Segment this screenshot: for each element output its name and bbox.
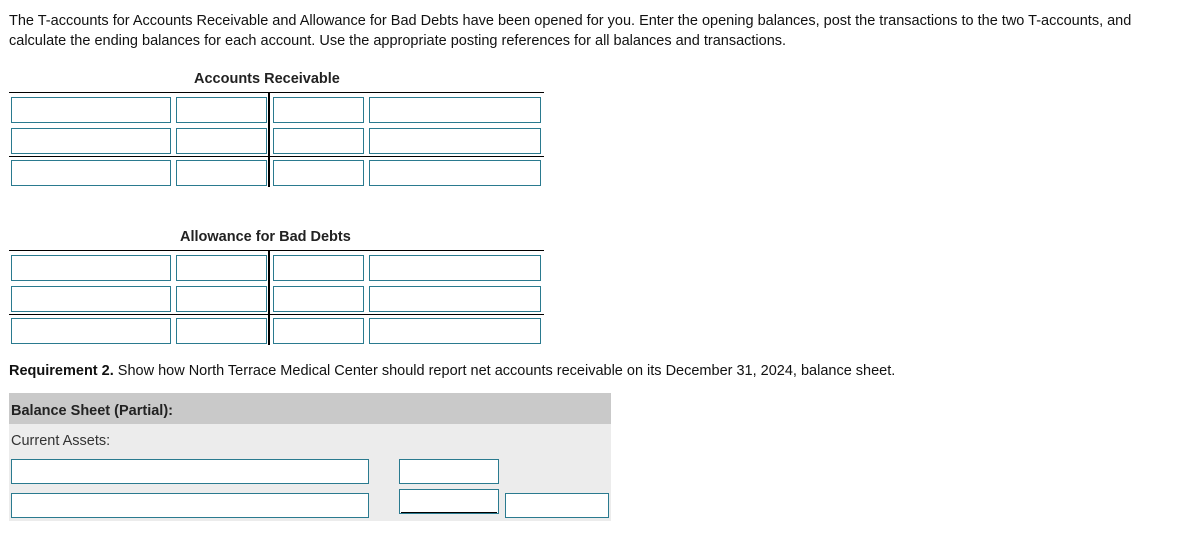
- bs-line-2-label-input[interactable]: [11, 493, 369, 518]
- instructions-text: The T-accounts for Accounts Receivable and Allowance for Bad Debts have been opened for you. Enter the opening balances, post the transactions to the two T-accounts, and calculate the ending balances for each account. Use the appropriate posting references for all balances and transactions.: [9, 13, 1132, 49]
- t-account-top-rule: [9, 92, 544, 93]
- abd-balance-amount-left[interactable]: [176, 318, 267, 344]
- ar-debit-amount-2[interactable]: [176, 128, 267, 154]
- balance-sheet-header: Balance Sheet (Partial):: [9, 393, 611, 424]
- abd-balance-ref-left[interactable]: [11, 318, 171, 344]
- current-assets-label: Current Assets:: [11, 433, 111, 449]
- abd-debit-amount-2[interactable]: [176, 286, 267, 312]
- abd-balance-ref-right[interactable]: [369, 318, 541, 344]
- ar-debit-ref-1[interactable]: [11, 97, 171, 123]
- ar-debit-amount-1[interactable]: [176, 97, 267, 123]
- bs-line-2-amount-input[interactable]: [399, 489, 499, 514]
- balance-sheet-panel: [9, 393, 611, 521]
- ar-credit-amount-1[interactable]: [273, 97, 364, 123]
- requirement-body: Show how North Terrace Medical Center should report net accounts receivable on its December 31, 2024, balance sheet.: [113, 363, 896, 379]
- bs-line-1-label-input[interactable]: [11, 459, 369, 484]
- ar-balance-ref-right[interactable]: [369, 160, 541, 186]
- ar-balance-amount-right[interactable]: [273, 160, 364, 186]
- abd-credit-amount-2[interactable]: [273, 286, 364, 312]
- t-account-title-allowance-bad-debts: Allowance for Bad Debts: [180, 229, 351, 245]
- requirement-2-text: [9, 363, 895, 379]
- bs-net-amount-input[interactable]: [505, 493, 609, 518]
- ar-credit-amount-2[interactable]: [273, 128, 364, 154]
- abd-debit-ref-1[interactable]: [11, 255, 171, 281]
- t-account-balance-rule: [9, 314, 544, 315]
- t-account-center-rule: [268, 92, 270, 187]
- subtotal-underline: [401, 512, 497, 513]
- abd-credit-ref-1[interactable]: [369, 255, 541, 281]
- abd-credit-amount-1[interactable]: [273, 255, 364, 281]
- t-account-center-rule: [268, 250, 270, 345]
- t-account-top-rule: [9, 250, 544, 251]
- ar-balance-ref-left[interactable]: [11, 160, 171, 186]
- abd-balance-amount-right[interactable]: [273, 318, 364, 344]
- ar-credit-ref-2[interactable]: [369, 128, 541, 154]
- t-account-title-accounts-receivable: Accounts Receivable: [194, 71, 340, 87]
- ar-credit-ref-1[interactable]: [369, 97, 541, 123]
- abd-credit-ref-2[interactable]: [369, 286, 541, 312]
- t-account-balance-rule: [9, 156, 544, 157]
- bs-line-1-amount-input[interactable]: [399, 459, 499, 484]
- abd-debit-amount-1[interactable]: [176, 255, 267, 281]
- requirement-label: Requirement 2.: [9, 363, 114, 379]
- ar-debit-ref-2[interactable]: [11, 128, 171, 154]
- ar-balance-amount-left[interactable]: [176, 160, 267, 186]
- abd-debit-ref-2[interactable]: [11, 286, 171, 312]
